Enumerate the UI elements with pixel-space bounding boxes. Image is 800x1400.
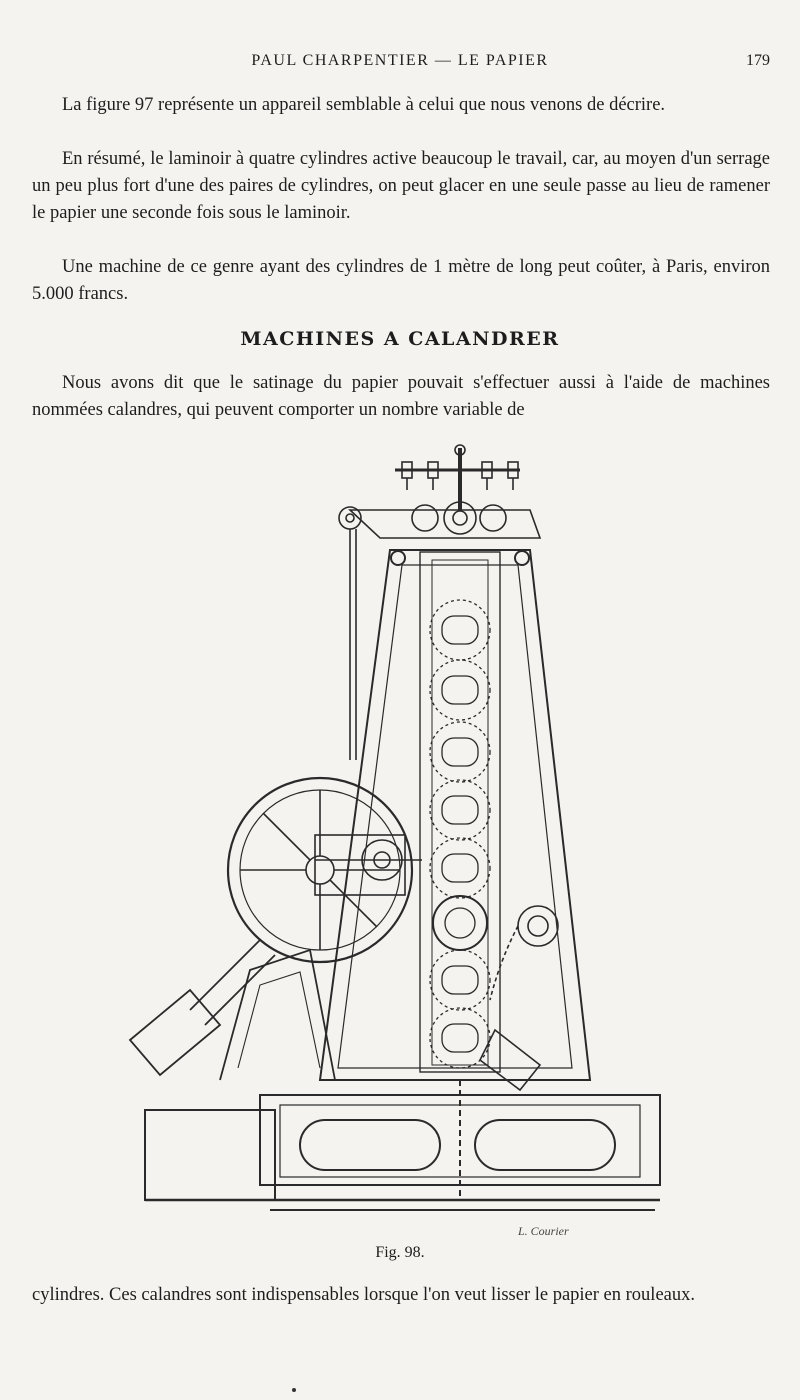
section-heading: MACHINES A CALANDRER bbox=[240, 328, 560, 350]
running-title: PAUL CHARPENTIER — LE PAPIER bbox=[251, 52, 549, 69]
machine-base bbox=[145, 1080, 660, 1210]
engraver-signature: L. Courier bbox=[518, 1224, 569, 1238]
figure-caption: Fig. 98. bbox=[375, 1244, 425, 1261]
paragraph-figure-97: La figure 97 représente un appareil semblable à celui que nous venons de décrire. bbox=[62, 95, 666, 115]
paragraph-price: Une machine de ce genre ayant des cylindres de 1 mètre de long peut coûter, à Paris, environ 5.000 francs. bbox=[32, 257, 770, 304]
paragraph-resume: En résumé, le laminoir à quatre cylindres active beaucoup le travail, car, au moyen d'un serrage un peu plus fort d'une des paires de cylindres, on peut glacer en une seule passe au lieu de ramener le papier une seconde fois sous le laminoir. bbox=[32, 149, 770, 223]
flywheel bbox=[228, 778, 412, 962]
print-speck bbox=[292, 1388, 296, 1392]
running-head bbox=[0, 48, 800, 74]
paragraph-cylindres: cylindres. Ces calandres sont indispensables lorsque l'on veut lisser le papier en rouleaux. bbox=[32, 1285, 695, 1305]
cylinder-stack bbox=[430, 600, 490, 1068]
engraving-drawing bbox=[120, 440, 680, 1240]
gear-box bbox=[315, 835, 422, 895]
paragraph-calandres: Nous avons dit que le satinage du papier pouvait s'effectuer aussi à l'aide de machines nommées calandres, qui peuvent comporter un nombre variable de bbox=[32, 373, 770, 420]
main-frame bbox=[320, 550, 590, 1080]
top-beam bbox=[339, 502, 540, 760]
calender-machine-engraving bbox=[120, 440, 680, 1240]
top-screw-gear bbox=[395, 445, 520, 510]
page-number: 179 bbox=[746, 52, 770, 69]
